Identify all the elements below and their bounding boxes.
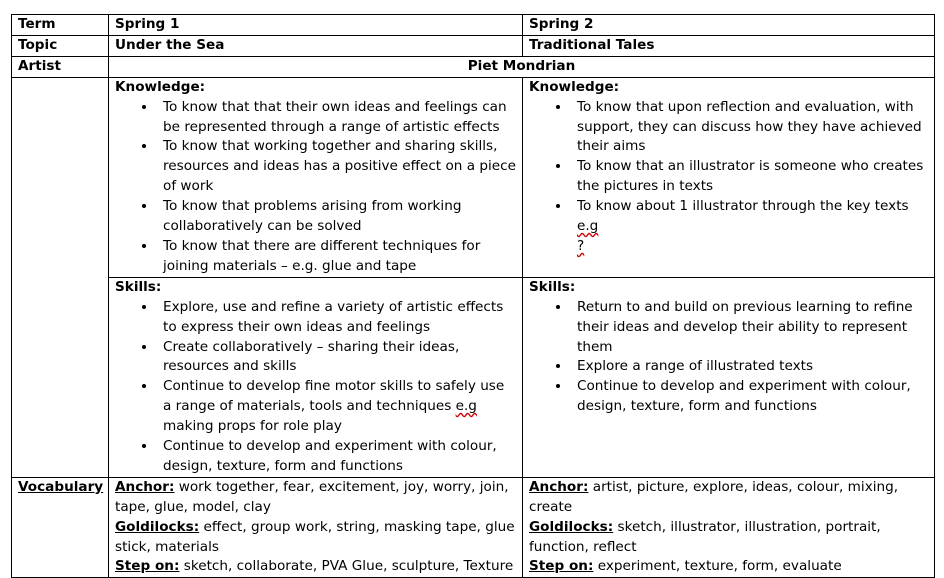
goldilocks-label: Goldilocks: [529, 518, 614, 535]
item-text: Continue to develop fine motor skills to safely use a range of materials, tools and techniques [163, 378, 505, 415]
topic-row [12, 35, 935, 56]
topic-spring1: Under the Sea [109, 35, 523, 56]
term-spring2: Spring 2 [523, 15, 935, 36]
anchor-line [529, 478, 928, 518]
list-item: • To know that an illustrator is someone who creates the pictures in texts [571, 157, 928, 197]
skills-spring2-list [529, 298, 928, 417]
stepon-label: Step on: [115, 558, 180, 575]
spelling-flag: ? [577, 237, 585, 254]
term-row [12, 15, 935, 36]
skills-spring2-cell [523, 277, 935, 477]
skills-title: Skills: [115, 278, 162, 295]
goldilocks-words: effect, group work, string, masking tape, glue stick, materials [115, 518, 515, 555]
vocabulary-spring2-cell [523, 477, 935, 578]
knowledge-row [12, 77, 935, 277]
topic-spring2: Traditional Tales [523, 35, 935, 56]
vocabulary-label-cell [12, 477, 109, 578]
anchor-label: Anchor: [529, 478, 589, 495]
spelling-flag: e.g [577, 218, 599, 235]
list-item: • To know that problems arising from working collaboratively can be solved [157, 197, 516, 237]
knowledge-spring2-cell [523, 77, 935, 277]
artist-row [12, 56, 935, 77]
stepon-words: sketch, collaborate, PVA Glue, sculpture, Texture [179, 558, 514, 575]
list-item: • Explore, use and refine a variety of artistic effects to express their own ideas and feelings [157, 298, 516, 338]
anchor-label: Anchor: [115, 478, 175, 495]
skills-title: Skills: [529, 278, 576, 295]
list-item: • To know that upon reflection and evaluation, with support, they can discuss how they have achieved their aims [571, 98, 928, 158]
list-item: • Return to and build on previous learning to refine their ideas and develop their ability to represent them [571, 298, 928, 358]
term-spring1: Spring 1 [109, 15, 523, 36]
list-item: • Create collaboratively – sharing their ideas, resources and skills [157, 338, 516, 378]
anchor-words: artist, picture, explore, ideas, colour, mixing, create [529, 478, 899, 515]
vocabulary-spring1-cell [109, 477, 523, 578]
list-item: • Explore a range of illustrated texts [571, 357, 928, 377]
anchor-line [115, 478, 516, 518]
vocabulary-label: Vocabulary [18, 478, 104, 495]
skills-spring1-cell [109, 277, 523, 477]
goldilocks-words: sketch, illustrator, illustration, portrait, function, reflect [529, 518, 881, 555]
artist-label: Artist [12, 56, 109, 77]
list-item [157, 377, 516, 437]
empty-label-cell [12, 77, 109, 477]
goldilocks-label: Goldilocks: [115, 518, 200, 535]
artist-name: Piet Mondrian [109, 56, 935, 77]
list-item: • Continue to develop and experiment with colour, design, texture, form and functions [157, 437, 516, 477]
knowledge-title: Knowledge: [115, 78, 206, 95]
list-item: • To know that there are different techniques for joining materials – e.g. glue and tape [157, 237, 516, 277]
skills-row [12, 277, 935, 477]
spelling-flag: e.g [455, 398, 477, 415]
topic-label: Topic [12, 35, 109, 56]
goldilocks-line [115, 518, 516, 558]
knowledge-spring1-cell [109, 77, 523, 277]
list-item [571, 197, 928, 257]
knowledge-spring1-list [115, 98, 516, 277]
vocabulary-row [12, 477, 935, 578]
knowledge-title: Knowledge: [529, 78, 620, 95]
list-item: • To know that that their own ideas and feelings can be represented through a range of artistic effects [157, 98, 516, 138]
stepon-line [115, 557, 516, 577]
stepon-label: Step on: [529, 558, 594, 575]
term-label: Term [12, 15, 109, 36]
anchor-words: work together, fear, excitement, joy, worry, join, tape, glue, model, clay [115, 478, 509, 515]
item-text: making props for role play [163, 418, 342, 435]
knowledge-spring2-list [529, 98, 928, 257]
goldilocks-line [529, 518, 928, 558]
curriculum-table [11, 14, 935, 578]
skills-spring1-list [115, 298, 516, 477]
list-item: • Continue to develop and experiment with colour, design, texture, form and functions [571, 377, 928, 417]
list-item: • To know that working together and sharing skills, resources and ideas has a positive effect on a piece of work [157, 137, 516, 197]
stepon-words: experiment, texture, form, evaluate [593, 558, 842, 575]
stepon-line [529, 557, 928, 577]
item-text: To know about 1 illustrator through the key texts [577, 198, 909, 215]
